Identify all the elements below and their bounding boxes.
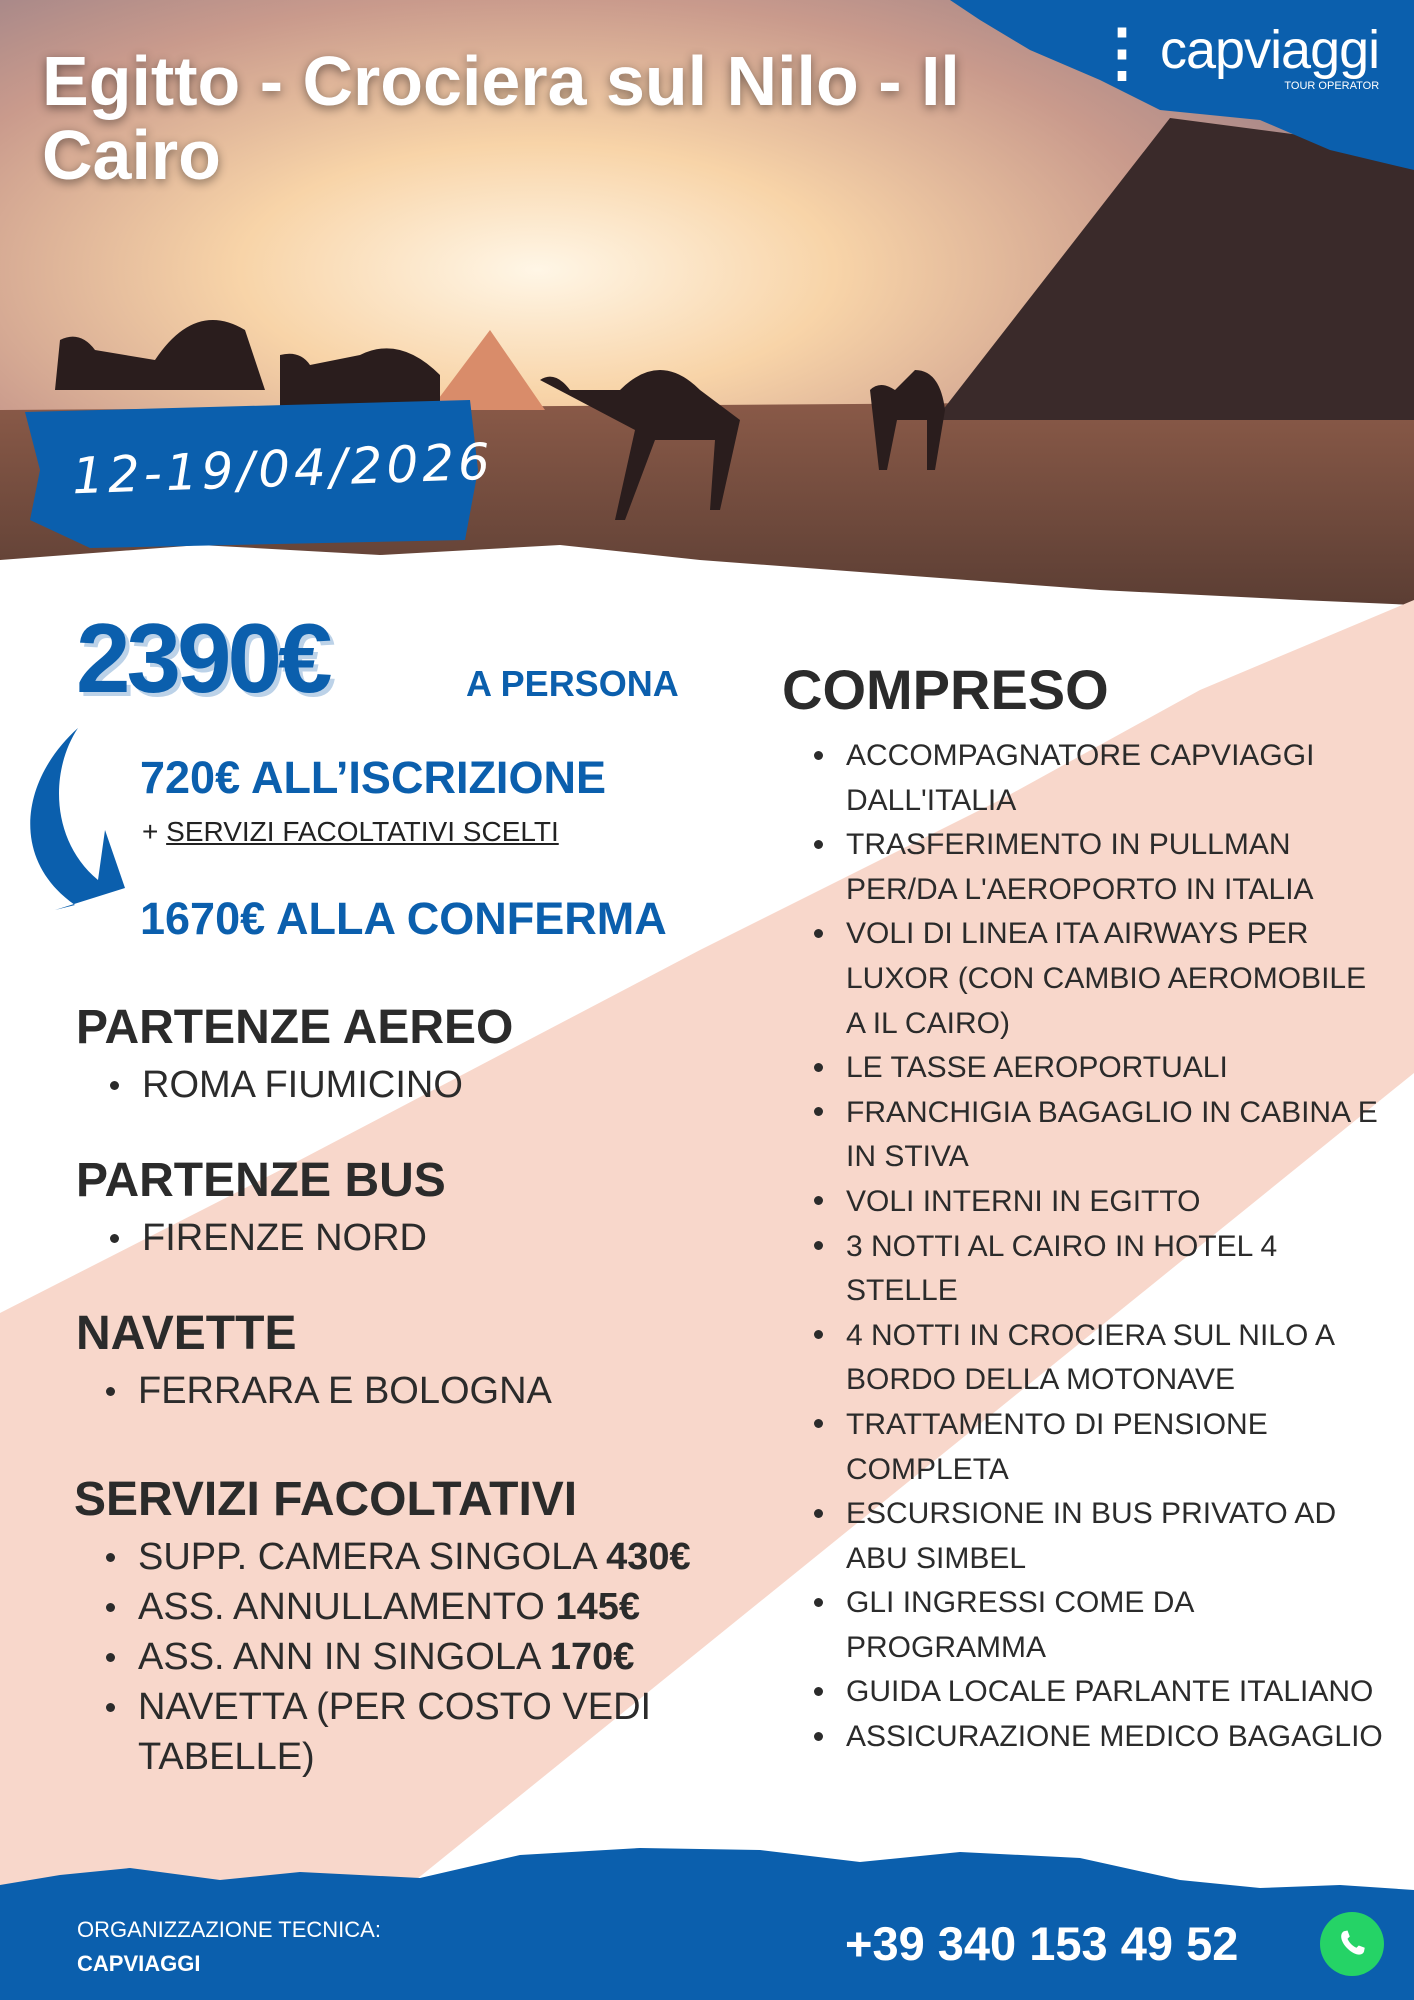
list-item: VOLI DI LINEA ITA AIRWAYS PER LUXOR (CON CAMBIO AEROMOBILE A IL CAIRO) [808, 912, 1388, 1046]
list-item: FIRENZE NORD [104, 1213, 427, 1263]
departures-air-list [104, 1060, 463, 1110]
list-item: GLI INGRESSI COME DA PROGRAMMA [808, 1581, 1388, 1670]
optional-services-heading: SERVIZI FACOLTATIVI [74, 1473, 578, 1526]
departures-air-heading: PARTENZE AEREO [76, 1001, 514, 1054]
list-item: ROMA FIUMICINO [104, 1060, 463, 1110]
org-name: CAPVIAGGI [77, 1951, 201, 1976]
departures-bus-list [104, 1213, 427, 1263]
list-item: VOLI INTERNI IN EGITTO [808, 1180, 1388, 1225]
price-amount: 2390€ [76, 603, 329, 713]
departures-bus-heading: PARTENZE BUS [76, 1154, 446, 1207]
list-item: ACCOMPAGNATORE CAPVIAGGI DALL'ITALIA [808, 734, 1388, 823]
included-heading: COMPRESO [782, 658, 1109, 721]
list-item: TRATTAMENTO DI PENSIONE COMPLETA [808, 1403, 1388, 1492]
list-item: TRASFERIMENTO IN PULLMAN PER/DA L'AEROPORTO IN ITALIA [808, 823, 1388, 912]
item-price: 170€ [549, 1636, 635, 1678]
list-item: 3 NOTTI AL CAIRO IN HOTEL 4 STELLE [808, 1225, 1388, 1314]
whatsapp-icon[interactable] [1320, 1912, 1384, 1976]
technical-organization [77, 1913, 381, 1981]
list-item: GUIDA LOCALE PARLANTE ITALIANO [808, 1670, 1388, 1715]
list-item: SUPP. CAMERA SINGOLA 430€ [100, 1532, 700, 1582]
shuttles-list [100, 1366, 552, 1416]
deposit-extra-prefix: + [142, 816, 159, 847]
deposit-text: 720€ ALL’ISCRIZIONE [140, 752, 606, 803]
shuttles-heading: NAVETTE [76, 1307, 297, 1360]
balance-text: 1670€ ALLA CONFERMA [140, 893, 667, 944]
logo-tagline: TOUR OPERATOR [1284, 80, 1380, 92]
list-item: FRANCHIGIA BAGAGLIO IN CABINA E IN STIVA [808, 1091, 1388, 1180]
item-price: 430€ [606, 1536, 691, 1578]
logo-name: capviaggi [1160, 20, 1380, 80]
optional-services-list [100, 1532, 700, 1782]
item-price: 145€ [555, 1586, 640, 1628]
list-item: 4 NOTTI IN CROCIERA SUL NILO A BORDO DELLA MOTONAVE [808, 1314, 1388, 1403]
phone-handset-icon [1334, 1926, 1370, 1962]
logo-wordmark [1160, 22, 1379, 93]
capviaggi-logo[interactable] [1090, 16, 1380, 93]
included-list [808, 734, 1388, 1760]
list-item: ASS. ANN IN SINGOLA 170€ [100, 1632, 700, 1682]
org-label: ORGANIZZAZIONE TECNICA: [77, 1917, 381, 1942]
phone-number[interactable]: +39 340 153 49 52 [845, 1917, 1239, 1970]
deposit-extra [142, 815, 559, 849]
page-title: Egitto - Crociera sul Nilo - Il Cairo [42, 42, 960, 194]
deposit-extra-link[interactable]: SERVIZI FACOLTATIVI SCELTI [166, 816, 559, 847]
list-item: ESCURSIONE IN BUS PRIVATO AD ABU SIMBEL [808, 1492, 1388, 1581]
travel-dates: 12-19/04/2026 [71, 432, 495, 506]
list-item: FERRARA E BOLOGNA [100, 1366, 552, 1416]
list-item: NAVETTA (PER COSTO VEDI TABELLE) [100, 1682, 700, 1782]
list-item: ASSICURAZIONE MEDICO BAGAGLIO [808, 1715, 1388, 1760]
list-item: LE TASSE AEROPORTUALI [808, 1046, 1388, 1091]
price-unit: A PERSONA [466, 663, 679, 704]
logo-swirl-icon: ⋮ [1090, 16, 1154, 88]
list-item: ASS. ANNULLAMENTO 145€ [100, 1582, 700, 1632]
